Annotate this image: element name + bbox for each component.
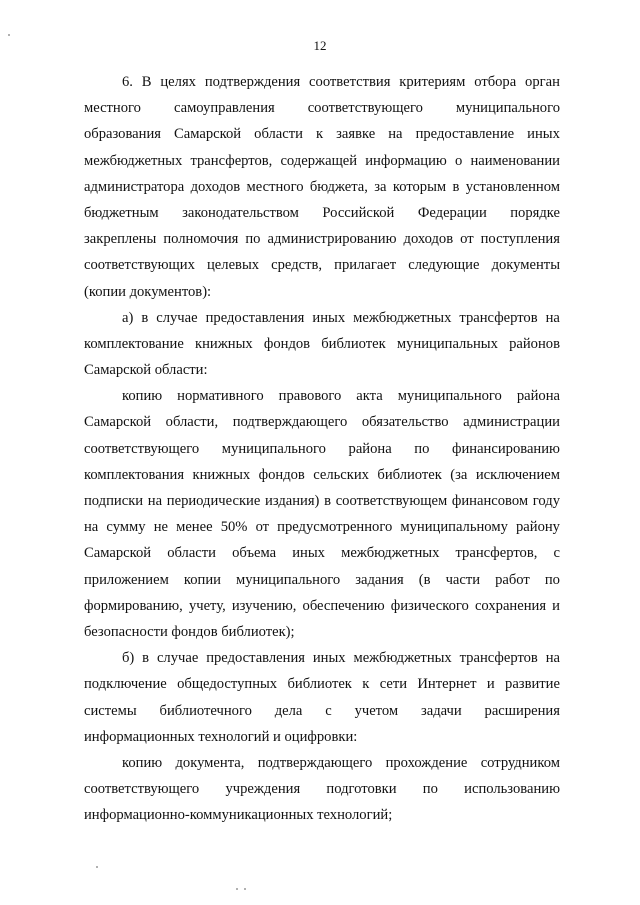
text-line [84,226,560,252]
word: Самарской [84,545,152,562]
word: году [532,493,560,509]
word: предусмотренного [277,519,393,536]
word: Российской [322,204,395,221]
word: библиотек [321,335,386,352]
word: доходов [190,178,241,195]
word: подтверждения [204,74,301,90]
word: физического [390,597,469,614]
word: изучению, [231,597,297,614]
word: подтверждающего [232,414,348,431]
text-line [84,671,560,697]
text-line [84,331,560,357]
word: формированию, [84,597,183,614]
word: установленном [465,178,560,195]
word: законодательством [182,204,299,221]
document-text [84,69,560,828]
word: заявке [336,126,376,143]
word: бюджетным [84,204,159,221]
text-line [84,305,560,331]
text-line [84,698,560,724]
word: издания) [265,493,320,509]
text-line [84,95,560,121]
word: финансовом [451,493,529,509]
text-line-content: информационных технологий и оцифровки: [84,728,358,745]
text-line [84,724,560,750]
word: и [486,676,495,693]
word: документы [491,257,560,274]
word: подготовки [326,781,397,798]
text-line [84,436,560,462]
word: и [552,597,560,614]
word: соответствующего [84,781,200,798]
text-line [84,802,560,828]
word: самоуправления [173,100,275,117]
word: муниципального [397,388,502,405]
word: к [315,126,324,143]
word: Самарской [84,414,152,431]
text-line [84,200,560,226]
word: района [348,440,392,457]
word: администрации [463,414,560,431]
word: районов [509,335,560,352]
word: приложением [84,571,169,588]
text-line [84,750,560,776]
word: доходов [403,231,454,248]
word: на [147,493,163,509]
word: 50% [220,519,248,536]
word: образования [84,126,161,143]
word: задачи [420,702,462,719]
word: по [414,440,430,457]
text-line [84,567,560,593]
word: межбюджетных [353,309,452,326]
text-line [84,279,560,305]
word: исключением [475,466,560,483]
word: в [141,309,149,326]
word: расширения [484,702,560,719]
word: книжных [195,335,253,352]
text-line [84,776,560,802]
word: (за [450,466,468,483]
word: В [141,74,152,90]
word: случае [156,309,198,326]
word: поступления [480,231,560,248]
word: на [388,126,403,143]
word: соответствующего [307,100,423,117]
word: местного [246,178,304,195]
word: информацию [365,152,447,169]
word: трансфертов [459,309,538,326]
word: Самарской [174,126,242,143]
text-line [84,252,560,278]
word: области, [165,414,219,431]
word: предоставления [205,309,305,326]
word: от [255,519,270,536]
text-line-content: (копии документов): [84,283,212,300]
word: Федерации [417,204,487,221]
word: учреждения [225,781,301,798]
word: иных [292,545,325,562]
word: документа, [175,754,245,771]
word: правового [278,388,342,405]
word: трансфертов, [190,152,273,169]
word: области [167,545,216,562]
word: подтверждающего [257,754,373,771]
word: объема [232,545,277,562]
word: отбора [474,74,517,90]
word: копии [183,571,221,588]
word: по [245,231,261,248]
text-line [84,148,560,174]
word: обеспечению [302,597,385,614]
text-line [84,540,560,566]
word: муниципального [455,100,560,117]
text-line [84,593,560,619]
word: работ [495,571,530,588]
word: критериям [399,74,466,90]
word: муниципального [221,440,326,457]
word: на [545,309,560,326]
word: сумму [106,519,146,536]
word: использованию [464,781,560,798]
word: развитие [505,676,560,693]
scan-speck [8,34,10,36]
word: а) [122,309,134,326]
word: средств, [271,257,323,274]
word: о [455,152,463,169]
word: акта [356,388,383,405]
text-line-content: информационно-коммуникационных технологий; [84,807,393,824]
word: фондов [263,335,311,352]
word: соответствующего [84,440,200,457]
word: с [325,702,332,719]
word: сохранения [474,597,547,614]
word: обязательство [361,414,449,431]
word: за [374,178,387,195]
word: к [362,676,370,693]
text-line-content: безопасности фондов библиотек); [84,623,295,640]
word: в [324,493,332,509]
word: в [452,178,460,195]
word: финансированию [452,440,560,457]
word: копию [122,388,163,405]
word: 6. [122,74,133,90]
word: учетом [354,702,399,719]
word: закреплены [84,231,157,248]
word: подписки [84,493,144,509]
word: задания [355,571,404,588]
word: от [460,231,474,248]
word: администрированию [267,231,397,248]
word: на [545,650,560,667]
word: наименовании [470,152,560,169]
word: содержащей [280,152,358,169]
word: орган [525,74,560,90]
word: на [84,519,99,536]
word: нормативного [177,388,264,405]
scan-speck [236,888,238,890]
word: соответствия [309,74,391,90]
word: предоставление [415,126,515,143]
word: местного [84,100,141,117]
text-line [84,488,560,514]
page-number: 12 [313,38,327,53]
word: сельских [313,466,369,483]
text-line [84,645,560,671]
word: части [445,571,481,588]
text-line [84,514,560,540]
word: порядке [510,204,560,221]
word: района [516,388,560,405]
scan-speck [96,866,98,868]
word: библиотек [377,466,442,483]
word: по [422,781,438,798]
word: соответствующих [84,257,195,274]
word: следующие [408,257,480,274]
word: сети [379,676,408,693]
word: бюджета, [309,178,368,195]
text-line [84,69,560,95]
word: дела [274,702,303,719]
scan-speck [244,888,246,890]
word: прохождение [385,754,468,771]
word: полномочия [163,231,239,248]
word: фондов [258,466,305,483]
word: администратора [84,178,185,195]
word: трансфертов [459,650,538,667]
word: межбюджетных [84,152,183,169]
word: сотрудником [480,754,560,771]
word: библиотечного [159,702,252,719]
text-line [84,409,560,435]
word: межбюджетных [353,650,452,667]
word: муниципальному [400,519,508,536]
text-line [84,619,560,645]
text-line [84,121,560,147]
word: которым [392,178,447,195]
word: муниципальных [396,335,498,352]
word: комплектование [84,335,184,352]
text-line [84,174,560,200]
word: учету, [188,597,226,614]
word: копию [122,754,163,771]
word: библиотек [287,676,352,693]
text-line [84,462,560,488]
word: с [553,545,560,562]
word: книжных [192,466,251,483]
word: менее [176,519,213,536]
word: случае [156,650,199,667]
word: общедоступных [177,676,278,693]
word: целевых [207,257,260,274]
word: (в [418,571,431,588]
word: Интернет [417,676,477,693]
word: муниципального [236,571,341,588]
word: предоставления [206,650,305,667]
word: не [153,519,168,536]
text-line-content: Самарской области: [84,362,208,379]
word: району [515,519,560,536]
word: комплектования [84,466,185,483]
word: трансфертов, [455,545,538,562]
word: в [142,650,150,667]
text-line [84,383,560,409]
word: области [254,126,303,143]
word: иных [312,309,346,326]
word: иных [527,126,560,143]
word: по [544,571,560,588]
word: периодические [166,493,261,509]
word: подключение [84,676,167,693]
text-line [84,357,560,383]
word: системы [84,702,137,719]
word: межбюджетных [341,545,440,562]
word: б) [122,650,135,667]
word: целях [160,74,196,90]
word: соответствующем [335,493,448,509]
word: прилагает [334,257,397,274]
word: иных [312,650,346,667]
